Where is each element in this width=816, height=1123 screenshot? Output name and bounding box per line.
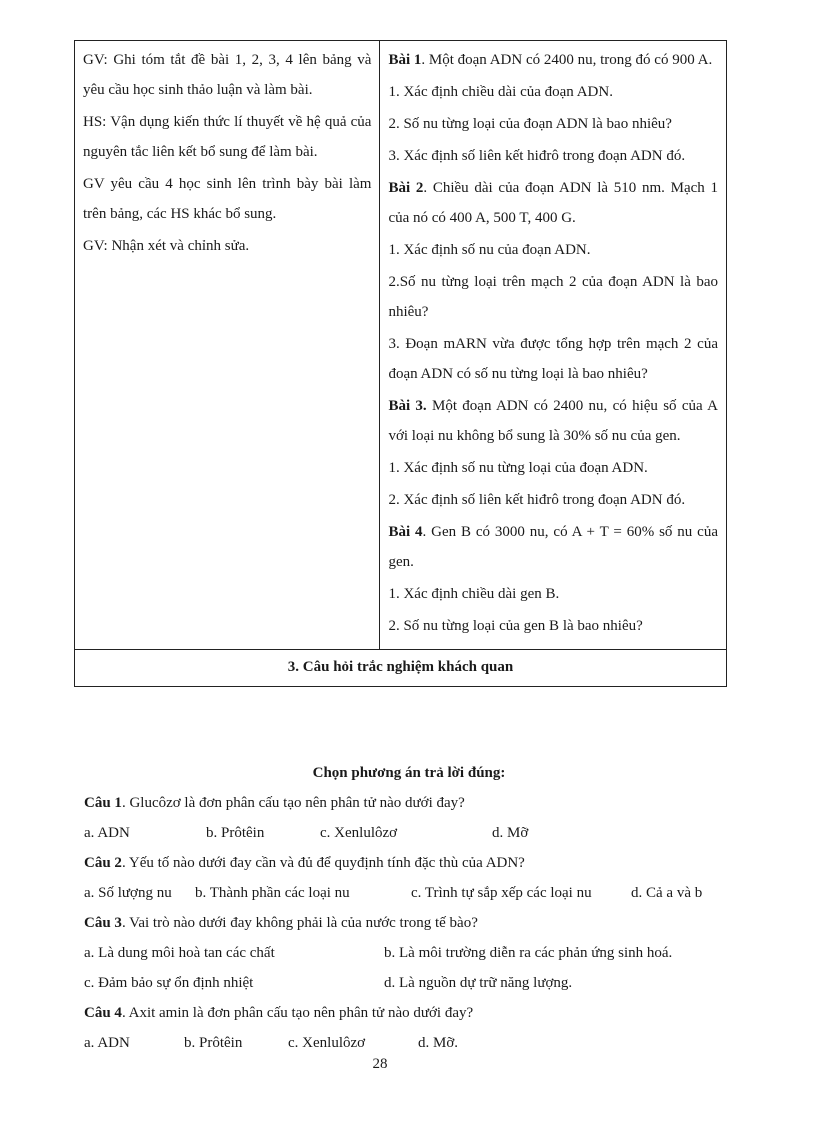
answer-option: c. Trình tự sắp xếp các loại nu <box>411 885 592 901</box>
quiz-question: Câu 3. Vai trò nào dưới đay không phải là của nước trong tế bào? <box>84 915 478 931</box>
answer-option: d. Là nguồn dự trữ năng lượng. <box>384 975 573 991</box>
answer-options <box>84 968 734 998</box>
activity-paragraph: GV: Ghi tóm tắt đề bài 1, 2, 3, 4 lên bảng và yêu cầu học sinh thảo luận và làm bài. <box>83 52 372 98</box>
section-number: 3. <box>287 659 300 675</box>
page-number: 28 <box>372 1056 388 1072</box>
answer-options <box>84 878 734 908</box>
activity-paragraph: HS: Vận dụng kiến thức lí thuyết về hệ quả của nguyên tắc liên kết bổ sung để làm bài. <box>83 114 372 160</box>
exercise-question: 1. Xác định số nu của đoạn ADN. <box>388 242 591 258</box>
exercise-question: 2. Số nu từng loại của gen B là bao nhiêu? <box>388 618 643 634</box>
exercise-statement: Bài 2. Chiều dài của đoạn ADN là 510 nm. Mạch 1 của nó có 400 A, 500 T, 400 G. <box>388 180 718 226</box>
question-label: Câu 2 <box>84 855 122 871</box>
answer-option: c. Xenlulôzơ <box>320 825 398 841</box>
exercise-label: Bài 3. <box>388 398 427 414</box>
exercise-label: Bài 2 <box>388 180 424 196</box>
exercise-question: 3. Đoạn mARN vừa được tổng hợp trên mạch 2 của đoạn ADN có số nu từng loại là bao nhiêu? <box>388 336 718 382</box>
answer-option: c. Xenlulôzơ <box>288 1035 366 1051</box>
quiz-question: Câu 1. Glucôzơ là đơn phân cấu tạo nên phân tử nào dưới đay? <box>84 795 465 811</box>
exercise-question: 1. Xác định chiều dài của đoạn ADN. <box>388 84 613 100</box>
answer-option: a. Số lượng nu <box>84 885 172 901</box>
exercise-statement: Bài 3. Một đoạn ADN có 2400 nu, có hiệu số của A với loại nu không bổ sung là 30% số nu của gen. <box>388 398 718 444</box>
exercise-question: 2. Xác định số liên kết hiđrô trong đoạn ADN đó. <box>388 492 686 508</box>
question-label: Câu 1 <box>84 795 122 811</box>
section-title: Câu hỏi trắc nghiệm khách quan <box>299 659 514 675</box>
answer-option: c. Đảm bảo sự ổn định nhiệt <box>84 975 254 991</box>
exercise-label: Bài 4 <box>388 524 423 540</box>
exercise-statement: Bài 1. Một đoạn ADN có 2400 nu, trong đó có 900 A. <box>388 52 713 68</box>
quiz-question: Câu 2. Yếu tố nào dưới đay cần và đủ để quyđịnh tính đặc thù của ADN? <box>84 855 525 871</box>
exercise-statement: Bài 4. Gen B có 3000 nu, có A + T = 60% số nu của gen. <box>388 524 718 570</box>
answer-options <box>84 938 734 968</box>
exercise-question: 2. Số nu từng loại của đoạn ADN là bao nhiêu? <box>388 116 672 132</box>
question-label: Câu 4 <box>84 1005 122 1021</box>
exercise-question: 2.Số nu từng loại trên mạch 2 của đoạn ADN là bao nhiêu? <box>388 274 718 320</box>
quiz-section <box>84 758 734 1058</box>
footer-row <box>75 650 727 687</box>
quiz-heading: Chọn phương án trả lời đúng: <box>312 765 506 781</box>
exercise-question: 3. Xác định số liên kết hiđrô trong đoạn ADN đó. <box>388 148 686 164</box>
answer-options <box>84 818 734 848</box>
lesson-table <box>74 40 727 687</box>
teacher-activity-cell <box>75 41 380 650</box>
section-heading <box>75 650 727 687</box>
answer-option: a. ADN <box>84 1035 130 1051</box>
answer-option: b. Là môi trường diễn ra các phản ứng sinh hoá. <box>384 945 673 961</box>
quiz-question: Câu 4. Axit amin là đơn phân cấu tạo nên phân tử nào dưới đay? <box>84 1005 474 1021</box>
answer-option: d. Mỡ <box>492 825 529 841</box>
exercises-cell <box>380 41 727 650</box>
exercise-label: Bài 1 <box>388 52 422 68</box>
answer-option: d. Cả a và b <box>631 885 703 901</box>
answer-option: a. ADN <box>84 825 130 841</box>
answer-option: b. Prôtêin <box>184 1035 243 1051</box>
answer-option: b. Prôtêin <box>206 825 265 841</box>
answer-option: d. Mỡ. <box>418 1035 459 1051</box>
activity-paragraph: GV: Nhận xét và chỉnh sửa. <box>83 238 250 254</box>
exercise-question: 1. Xác định số nu từng loại của đoạn ADN. <box>388 460 648 476</box>
activity-paragraph: GV yêu cầu 4 học sinh lên trình bày bài làm trên bảng, các HS khác bổ sung. <box>83 176 372 222</box>
content-row <box>75 41 727 650</box>
answer-option: b. Thành phần các loại nu <box>195 885 350 901</box>
answer-option: a. Là dung môi hoà tan các chất <box>84 945 275 961</box>
exercise-question: 1. Xác định chiều dài gen B. <box>388 586 560 602</box>
question-label: Câu 3 <box>84 915 122 931</box>
